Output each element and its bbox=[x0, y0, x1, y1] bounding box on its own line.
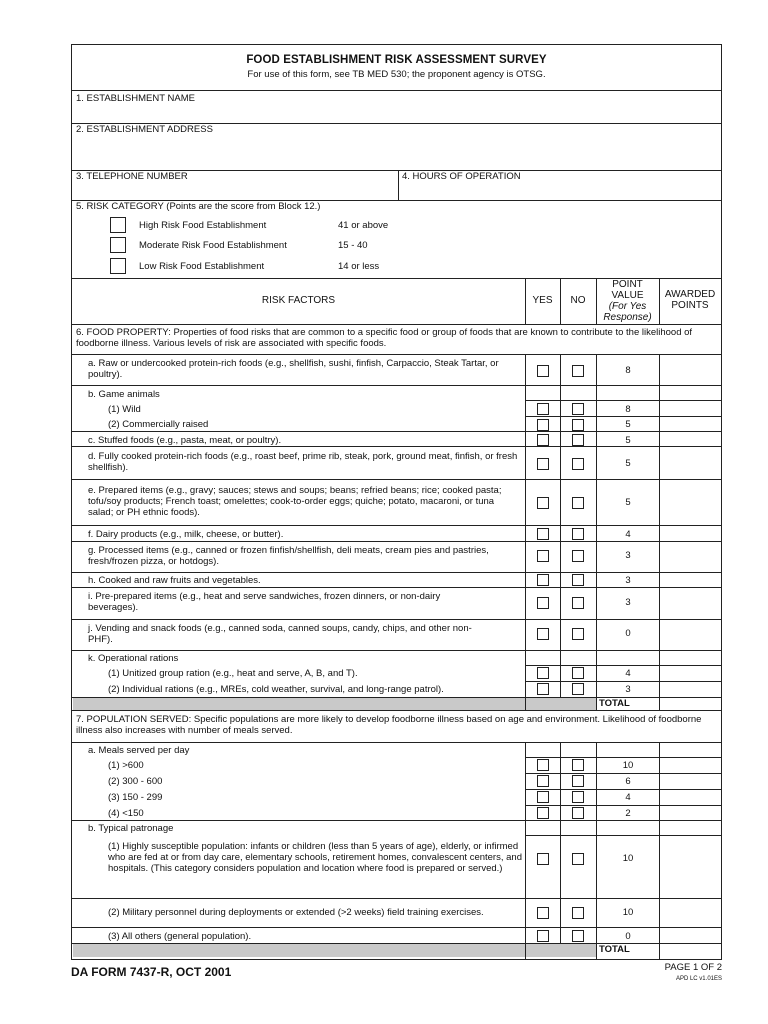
s6-h-no-checkbox[interactable] bbox=[572, 574, 584, 586]
s6-b1-no-checkbox[interactable] bbox=[572, 403, 584, 415]
s6-row-e: e. Prepared items (e.g., gravy; sauces; stews and soups; beans; refried beans; rice; cooked pasta; tofu/soy products; French toast; omelettes; cook-to-order eggs; quiche; potato, macaroni, or tuna salad; or PH ethnic foods). bbox=[88, 485, 502, 518]
s7-row-b1: (1) Highly susceptible population: infants or children (less than 5 years of age), elderly, or infirmed who are fed at or from day care, elementary schools, retirement homes, convalescent centers, and hospitals. (This category considers population and location where food is prepared or served.) bbox=[108, 841, 522, 874]
section7-heading: 7. POPULATION SERVED: Specific populations are more likely to develop foodborne illness based on age and environment. Likelihood of foodborne illness also increases with number of meals served. bbox=[76, 714, 702, 736]
s7-a3-points: 4 bbox=[625, 792, 631, 803]
form-title: FOOD ESTABLISHMENT RISK ASSESSMENT SURVEY bbox=[246, 54, 547, 66]
high-risk-range: 41 or above bbox=[338, 220, 389, 231]
s7-a2-points: 6 bbox=[625, 776, 631, 787]
low-risk-checkbox[interactable] bbox=[110, 258, 126, 274]
s6-d-points: 5 bbox=[625, 458, 631, 469]
s6-total-label: TOTAL bbox=[599, 698, 630, 709]
s6-k1-points: 4 bbox=[625, 668, 631, 679]
s6-d-no-checkbox[interactable] bbox=[572, 458, 584, 470]
s6-i-no-checkbox[interactable] bbox=[572, 597, 584, 609]
s7-row-a4: (4) <150 bbox=[108, 808, 144, 819]
s6-e-no-checkbox[interactable] bbox=[572, 497, 584, 509]
no-header: NO bbox=[570, 295, 586, 306]
s7-a3-yes-checkbox[interactable] bbox=[537, 791, 549, 803]
s6-e-yes-checkbox[interactable] bbox=[537, 497, 549, 509]
s7-a4-points: 2 bbox=[625, 808, 631, 819]
establishment-name-field[interactable] bbox=[74, 105, 719, 121]
s7-b2-no-checkbox[interactable] bbox=[572, 907, 584, 919]
s6-row-j: j. Vending and snack foods (e.g., canned soda, canned soups, candy, chips, and other non-PHF). bbox=[88, 623, 472, 645]
s7-a1-yes-checkbox[interactable] bbox=[537, 759, 549, 771]
s7-b3-no-checkbox[interactable] bbox=[572, 930, 584, 942]
s6-row-c: c. Stuffed foods (e.g., pasta, meat, or poultry). bbox=[88, 435, 282, 446]
s7-total-shade bbox=[73, 943, 596, 957]
s7-row-a1: (1) >600 bbox=[108, 760, 144, 771]
s6-h-yes-checkbox[interactable] bbox=[537, 574, 549, 586]
s6-d-yes-checkbox[interactable] bbox=[537, 458, 549, 470]
s6-k2-points: 3 bbox=[625, 684, 631, 695]
s6-b1-yes-checkbox[interactable] bbox=[537, 403, 549, 415]
s6-row-h: h. Cooked and raw fruits and vegetables. bbox=[88, 575, 261, 586]
s6-a-no-checkbox[interactable] bbox=[572, 365, 584, 377]
s6-f-yes-checkbox[interactable] bbox=[537, 528, 549, 540]
s7-row-b2: (2) Military personnel during deployments or extended (>2 weeks) field training exercises. bbox=[108, 907, 484, 918]
section6-heading: 6. FOOD PROPERTY: Properties of food risks that are common to a specific food or group of foods that are known to contribute to the likelihood of foodborne illness. Various levels of risk are associated with specific foods. bbox=[76, 327, 693, 349]
low-risk-range: 14 or less bbox=[338, 261, 380, 272]
s6-k1-no-checkbox[interactable] bbox=[572, 667, 584, 679]
s7-b3-points: 0 bbox=[625, 931, 631, 942]
s6-a-yes-checkbox[interactable] bbox=[537, 365, 549, 377]
s6-row-b2: (2) Commercially raised bbox=[108, 419, 209, 430]
s7-row-a: a. Meals served per day bbox=[88, 745, 190, 756]
s6-row-a: a. Raw or undercooked protein-rich foods (e.g., shellfish, sushi, finfish, Carpaccio, Steak Tartar, or poultry). bbox=[88, 358, 499, 380]
s6-a-points: 8 bbox=[625, 365, 631, 376]
s6-b1-points: 8 bbox=[625, 404, 631, 415]
s6-row-b: b. Game animals bbox=[88, 389, 160, 400]
s7-a4-yes-checkbox[interactable] bbox=[537, 807, 549, 819]
hours-label: 4. HOURS OF OPERATION bbox=[402, 171, 521, 182]
s6-total-shade bbox=[73, 697, 596, 710]
s6-row-i: i. Pre-prepared items (e.g., heat and serve sandwiches, frozen dinners, or non-dairy beverages). bbox=[88, 591, 441, 613]
s6-j-no-checkbox[interactable] bbox=[572, 628, 584, 640]
s6-g-no-checkbox[interactable] bbox=[572, 550, 584, 562]
s6-g-yes-checkbox[interactable] bbox=[537, 550, 549, 562]
s7-b2-points: 10 bbox=[622, 907, 634, 918]
establishment-name-label: 1. ESTABLISHMENT NAME bbox=[76, 93, 195, 104]
s6-e-points: 5 bbox=[625, 497, 631, 508]
form-frame bbox=[71, 44, 722, 960]
s7-a2-yes-checkbox[interactable] bbox=[537, 775, 549, 787]
s6-row-f: f. Dairy products (e.g., milk, cheese, or butter). bbox=[88, 529, 284, 540]
s6-total-field[interactable] bbox=[660, 697, 720, 710]
s7-b2-yes-checkbox[interactable] bbox=[537, 907, 549, 919]
s6-row-k: k. Operational rations bbox=[88, 653, 179, 664]
s6-c-points: 5 bbox=[625, 435, 631, 446]
s6-j-yes-checkbox[interactable] bbox=[537, 628, 549, 640]
s7-a1-no-checkbox[interactable] bbox=[572, 759, 584, 771]
moderate-risk-label: Moderate Risk Food Establishment bbox=[139, 240, 287, 251]
s6-c-no-checkbox[interactable] bbox=[572, 434, 584, 446]
moderate-risk-range: 15 - 40 bbox=[338, 240, 368, 251]
s6-h-points: 3 bbox=[625, 575, 631, 586]
s6-f-no-checkbox[interactable] bbox=[572, 528, 584, 540]
establishment-address-label: 2. ESTABLISHMENT ADDRESS bbox=[76, 124, 213, 135]
s6-row-g: g. Processed items (e.g., canned or frozen finfish/shellfish, deli meats, cream pies and pastries, fresh/frozen pizza, or hotdogs). bbox=[88, 545, 489, 567]
s6-i-points: 3 bbox=[625, 597, 631, 608]
s7-a1-points: 10 bbox=[622, 760, 634, 771]
s6-k1-yes-checkbox[interactable] bbox=[537, 667, 549, 679]
page-number: PAGE 1 OF 2 bbox=[664, 962, 722, 973]
point-value-header: POINT VALUE (For Yes Response) bbox=[603, 279, 652, 323]
s6-b2-yes-checkbox[interactable] bbox=[537, 419, 549, 431]
establishment-address-field[interactable] bbox=[74, 137, 719, 167]
s7-row-b: b. Typical patronage bbox=[88, 823, 174, 834]
s7-row-b3: (3) All others (general population). bbox=[108, 931, 252, 942]
awarded-points-header: AWARDED POINTS bbox=[664, 289, 716, 311]
s6-row-b1: (1) Wild bbox=[108, 404, 141, 415]
s7-total-field[interactable] bbox=[660, 943, 720, 957]
s6-row-k2: (2) Individual rations (e.g., MREs, cold weather, survival, and long-range patrol). bbox=[108, 684, 444, 695]
s7-total-label: TOTAL bbox=[599, 944, 630, 955]
low-risk-label: Low Risk Food Establishment bbox=[139, 261, 265, 272]
s6-k2-yes-checkbox[interactable] bbox=[537, 683, 549, 695]
high-risk-label: High Risk Food Establishment bbox=[139, 220, 267, 231]
yes-header: YES bbox=[532, 295, 553, 306]
s7-b1-no-checkbox[interactable] bbox=[572, 853, 584, 865]
s7-b1-yes-checkbox[interactable] bbox=[537, 853, 549, 865]
moderate-risk-checkbox[interactable] bbox=[110, 237, 126, 253]
s6-b2-points: 5 bbox=[625, 419, 631, 430]
s6-j-points: 0 bbox=[625, 628, 631, 639]
telephone-label: 3. TELEPHONE NUMBER bbox=[76, 171, 188, 182]
risk-category-label: 5. RISK CATEGORY (Points are the score from Block 12.) bbox=[76, 201, 321, 212]
s7-row-a2: (2) 300 - 600 bbox=[108, 776, 163, 787]
telephone-field[interactable] bbox=[74, 183, 394, 198]
form-subtitle: For use of this form, see TB MED 530; the proponent agency is OTSG. bbox=[247, 69, 546, 80]
risk-factors-header: RISK FACTORS bbox=[261, 295, 336, 306]
high-risk-checkbox[interactable] bbox=[110, 217, 126, 233]
s7-a4-no-checkbox[interactable] bbox=[572, 807, 584, 819]
form-version-code: APD LC v1.01ES bbox=[675, 976, 722, 982]
s7-a3-no-checkbox[interactable] bbox=[572, 791, 584, 803]
hours-field[interactable] bbox=[402, 183, 718, 198]
s7-b1-points: 10 bbox=[622, 853, 634, 864]
s6-k2-no-checkbox[interactable] bbox=[572, 683, 584, 695]
s6-c-yes-checkbox[interactable] bbox=[537, 434, 549, 446]
s6-i-yes-checkbox[interactable] bbox=[537, 597, 549, 609]
s6-row-k1: (1) Unitized group ration (e.g., heat and serve, A, B, and T). bbox=[108, 668, 358, 679]
form-id: DA FORM 7437-R, OCT 2001 bbox=[71, 965, 232, 979]
s6-row-d: d. Fully cooked protein-rich foods (e.g., roast beef, prime rib, steak, pork, ground meat, finfish, or fresh shellfish). bbox=[88, 451, 518, 473]
s6-b2-no-checkbox[interactable] bbox=[572, 419, 584, 431]
s7-row-a3: (3) 150 - 299 bbox=[108, 792, 163, 803]
s7-a2-no-checkbox[interactable] bbox=[572, 775, 584, 787]
s6-f-points: 4 bbox=[625, 529, 631, 540]
s6-g-points: 3 bbox=[625, 550, 631, 561]
s7-b3-yes-checkbox[interactable] bbox=[537, 930, 549, 942]
